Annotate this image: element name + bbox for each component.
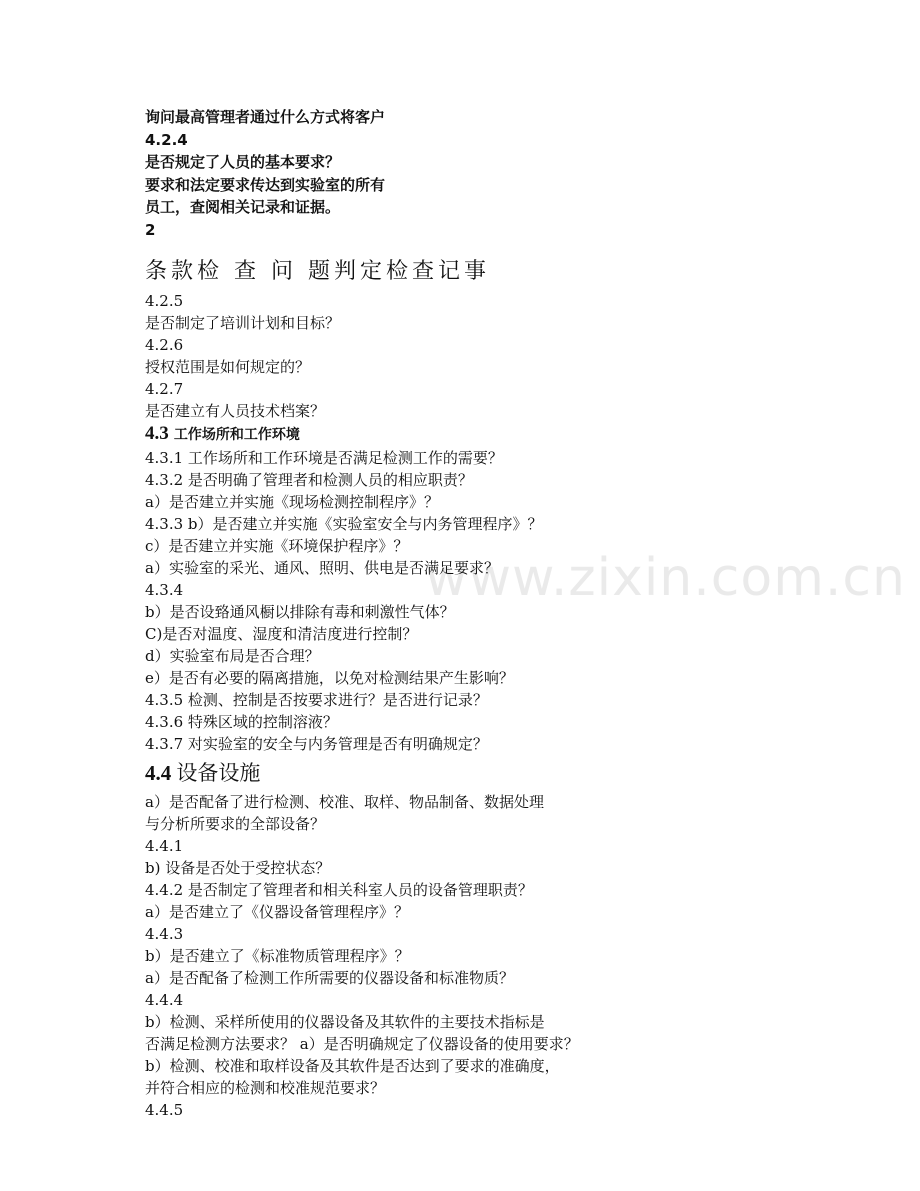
clause-line: a）是否建立了《仪器设备管理程序》？ xyxy=(145,903,409,921)
clause-line: 否满足检测方法要求？ a）是否明确规定了仪器设备的使用要求？ xyxy=(145,1035,579,1053)
clause-line: 4.3.2 是否明确了管理者和检测人员的相应职责？ xyxy=(145,471,473,489)
clause-line: 4.2.5 xyxy=(145,292,184,310)
section-title: 工作场所和工作环境 xyxy=(173,427,300,443)
clause-line: 是否制定了培训计划和目标？ xyxy=(145,314,341,332)
clause-block-43 xyxy=(145,447,865,755)
intro-line: 4.2.4 xyxy=(145,130,188,149)
table-heading: 条款检 查 问 题判定检查记事 xyxy=(145,259,490,284)
clause-line: 授权范围是如何规定的？ xyxy=(145,358,311,376)
watermark-text: www.zixin.com.cn xyxy=(425,548,906,608)
clause-line: d）实验室布局是否合理？ xyxy=(145,647,320,665)
clause-line: 4.3.1 工作场所和工作环境是否满足检测工作的需要？ xyxy=(145,449,503,467)
clause-line: 4.2.7 xyxy=(145,380,184,398)
intro-block xyxy=(145,106,865,241)
clause-line: b）检测、采样所使用的仪器设备及其软件的主要技术指标是 xyxy=(145,1013,545,1031)
intro-line: 2 xyxy=(145,220,156,239)
intro-line: 员工，查阅相关记录和证据。 xyxy=(145,198,341,216)
section-title: 设备设施 xyxy=(176,761,261,785)
clause-line: 与分析所要求的全部设备？ xyxy=(145,815,326,833)
section-heading-4-4 xyxy=(145,757,865,791)
section-heading-4-3 xyxy=(145,422,865,447)
clause-line: a）是否配备了进行检测、校准、取样、物品制备、数据处理 xyxy=(145,793,544,811)
intro-line: 是否规定了人员的基本要求？ xyxy=(145,153,341,171)
document-body xyxy=(145,106,865,1121)
clause-block-44 xyxy=(145,791,865,1121)
clause-line: a）实验室的采光、通风、照明、供电是否满足要求？ xyxy=(145,559,499,577)
clause-line: 并符合相应的检测和校准规范要求？ xyxy=(145,1079,386,1097)
clause-line: b）是否建立了《标准物质管理程序》？ xyxy=(145,947,410,965)
clause-block-42 xyxy=(145,290,865,422)
clause-line: 4.3.4 xyxy=(145,581,184,599)
clause-line: 4.4.4 xyxy=(145,991,184,1009)
intro-line: 询问最高管理者通过什么方式将客户 xyxy=(145,108,386,126)
clause-line: e）是否有必要的隔离措施，以免对检测结果产生影响？ xyxy=(145,669,514,687)
clause-line: b）是否设臵通风橱以排除有毒和刺激性气体？ xyxy=(145,603,455,621)
section-number: 4.4 xyxy=(145,761,172,785)
clause-line: 4.3.3 b）是否建立并实施《实验室安全与内务管理程序》？ xyxy=(145,515,543,533)
clause-line: 4.4.3 xyxy=(145,925,184,943)
clause-line: 4.3.5 检测、控制是否按要求进行？是否进行记录？ xyxy=(145,691,488,709)
clause-line: 4.2.6 xyxy=(145,336,184,354)
clause-line: 4.4.2 是否制定了管理者和相关科室人员的设备管理职责？ xyxy=(145,881,533,899)
clause-line: a）是否配备了检测工作所需要的仪器设备和标准物质？ xyxy=(145,969,514,987)
clause-line: 4.4.5 xyxy=(145,1101,184,1119)
clause-line: c）是否建立并实施《环境保护程序》？ xyxy=(145,537,409,555)
clause-line: C)是否对温度、湿度和清洁度进行控制？ xyxy=(145,625,418,643)
section-number: 4.3 xyxy=(145,423,169,444)
clause-line: 是否建立有人员技术档案？ xyxy=(145,402,326,420)
clause-line: a）是否建立并实施《现场检测控制程序》？ xyxy=(145,493,439,511)
intro-line: 要求和法定要求传达到实验室的所有 xyxy=(145,175,386,194)
clause-line: b) 设备是否处于受控状态？ xyxy=(145,859,331,877)
clause-line: 4.4.1 xyxy=(145,837,184,855)
clause-line: b）检测、校准和取样设备及其软件是否达到了要求的准确度， xyxy=(145,1057,560,1075)
clause-line: 4.3.7 对实验室的安全与内务管理是否有明确规定？ xyxy=(145,735,488,753)
clause-line: 4.3.6 特殊区域的控制溶液？ xyxy=(145,713,338,731)
